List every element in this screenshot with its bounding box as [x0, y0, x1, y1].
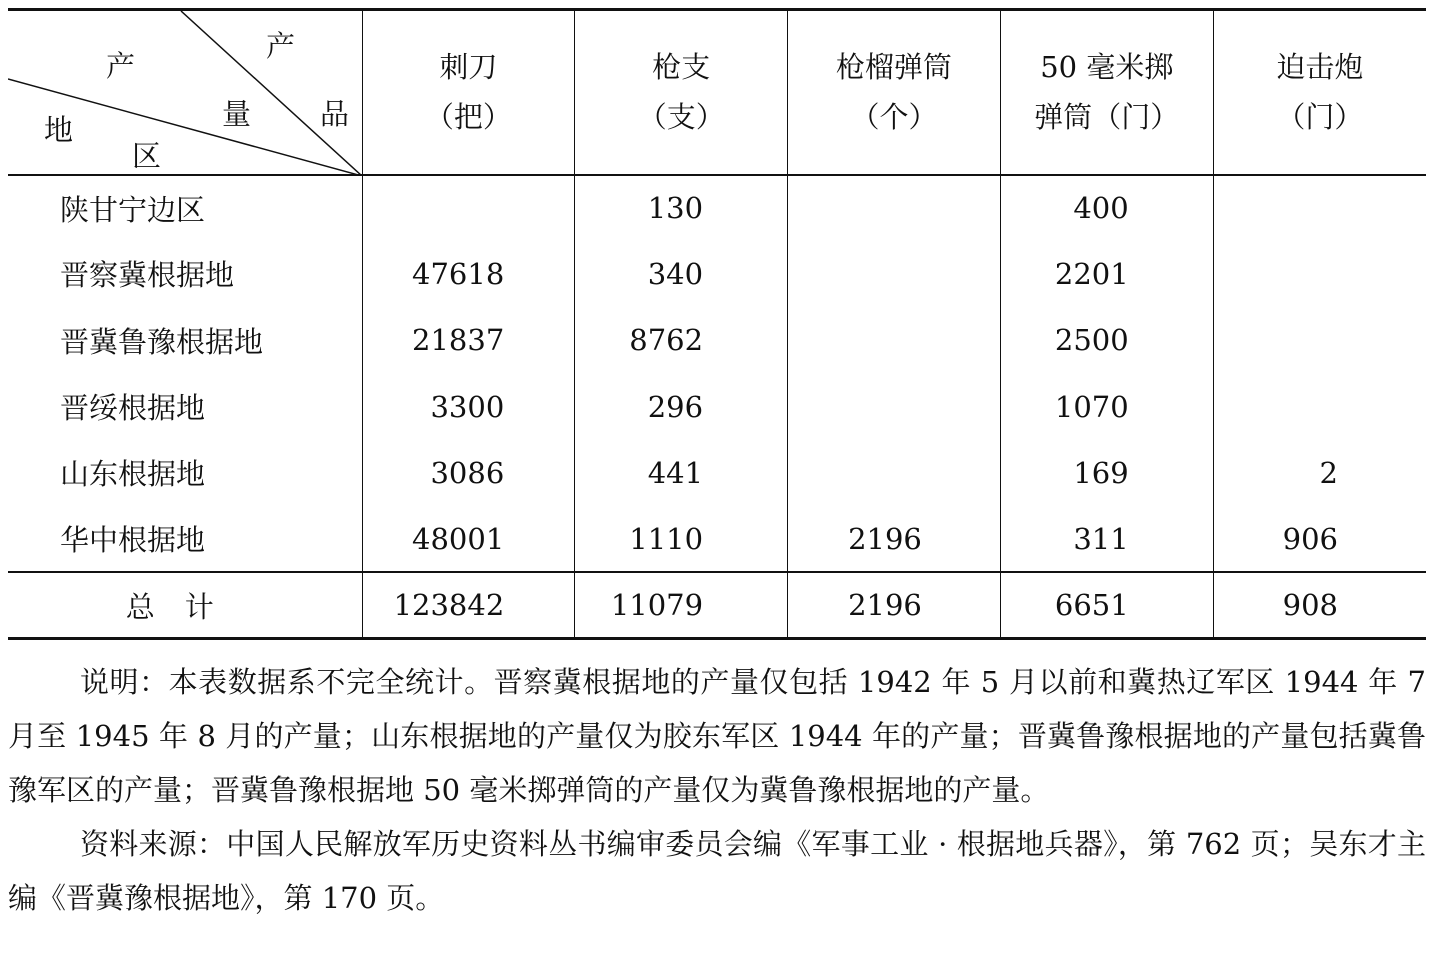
- column-name: 刺刀: [439, 50, 498, 85]
- total-value-cell: 11079: [575, 572, 788, 638]
- diagonal-header-cell: [8, 10, 362, 175]
- table-row: [8, 307, 1426, 373]
- value-cell: [362, 175, 575, 241]
- value-cell: [788, 440, 1001, 506]
- table-row: [8, 506, 1426, 572]
- region-cell: 晋绥根据地: [60, 391, 206, 426]
- total-value-cell: 6651: [1000, 572, 1213, 638]
- diagonal-lines: [8, 11, 362, 176]
- column-unit: 弹筒（门）: [1034, 100, 1180, 135]
- corner-label-region-1: 地: [44, 113, 74, 147]
- column-unit: （门）: [1276, 100, 1364, 135]
- diagonal-header: [8, 11, 362, 176]
- corner-label-quantity: 量: [222, 97, 252, 131]
- total-label: 总计: [8, 572, 362, 638]
- corner-label-product-1: 产: [106, 49, 136, 83]
- source-note: 资料来源：中国人民解放军历史资料丛书编审委员会编《军事工业 · 根据地兵器》，第 762 页；吴东才主编《晋冀豫根据地》，第 170 页。: [8, 827, 1426, 915]
- table-row: [8, 373, 1426, 439]
- total-value-cell: 123842: [362, 572, 575, 638]
- column-header-guns: [575, 10, 788, 175]
- value-cell: 2201: [1000, 241, 1213, 307]
- value-cell: 3300: [362, 373, 575, 439]
- production-table: [8, 8, 1426, 640]
- region-cell: 华中根据地: [60, 523, 206, 558]
- table-row: [8, 241, 1426, 307]
- value-cell: 21837: [362, 307, 575, 373]
- value-cell: [788, 307, 1001, 373]
- value-cell: [1213, 373, 1426, 439]
- value-cell: 296: [575, 373, 788, 439]
- value-cell: 2196: [788, 506, 1001, 572]
- column-unit: （个）: [850, 100, 938, 135]
- column-unit: （把）: [424, 100, 512, 135]
- value-cell: 441: [575, 440, 788, 506]
- total-value-cell: 2196: [788, 572, 1001, 638]
- table-notes: [8, 655, 1426, 925]
- value-cell: 311: [1000, 506, 1213, 572]
- value-cell: 8762: [575, 307, 788, 373]
- explanation-note: 说明：本表数据系不完全统计。晋察冀根据地的产量仅包括 1942 年 5 月以前和冀热辽军区 1944 年 7 月至 1945 年 8 月的产量；山东根据地的产量仅为胶东军区 1944 年的产量；晋冀鲁豫根据地的产量包括冀鲁豫军区的产量；晋冀鲁豫根据地 50 毫米掷弹筒的产量仅为冀鲁豫根据地的产量。: [8, 665, 1426, 807]
- value-cell: 48001: [362, 506, 575, 572]
- value-cell: 340: [575, 241, 788, 307]
- region-cell: 晋冀鲁豫根据地: [60, 324, 264, 359]
- column-header-mortar: [1213, 10, 1426, 175]
- value-cell: 169: [1000, 440, 1213, 506]
- region-cell: 晋察冀根据地: [60, 258, 235, 293]
- corner-label-region-2: 区: [132, 139, 162, 173]
- total-row: [8, 572, 1426, 638]
- value-cell: [1213, 307, 1426, 373]
- column-name: 枪榴弹筒: [835, 50, 952, 85]
- value-cell: 2500: [1000, 307, 1213, 373]
- column-header-bayonet: [362, 10, 575, 175]
- value-cell: [788, 175, 1001, 241]
- value-cell: [788, 373, 1001, 439]
- value-cell: 906: [1213, 506, 1426, 572]
- column-unit: （支）: [637, 100, 725, 135]
- production-table-container: [8, 8, 1426, 638]
- total-value-cell: 908: [1213, 572, 1426, 638]
- region-cell: 山东根据地: [60, 457, 206, 492]
- value-cell: 1110: [575, 506, 788, 572]
- column-name: 迫击炮: [1276, 50, 1364, 85]
- table-row: [8, 440, 1426, 506]
- value-cell: 130: [575, 175, 788, 241]
- column-name: 枪支: [652, 50, 711, 85]
- corner-label-product-2: 产: [266, 29, 296, 63]
- value-cell: 47618: [362, 241, 575, 307]
- column-name: 50 毫米掷: [1040, 50, 1174, 85]
- value-cell: 2: [1213, 440, 1426, 506]
- value-cell: 1070: [1000, 373, 1213, 439]
- column-header-50mm-launcher: [1000, 10, 1213, 175]
- table-row: [8, 175, 1426, 241]
- corner-label-item: 品: [320, 97, 350, 131]
- value-cell: [1213, 241, 1426, 307]
- value-cell: 400: [1000, 175, 1213, 241]
- table-header-row: [8, 10, 1426, 175]
- value-cell: [1213, 175, 1426, 241]
- value-cell: [788, 241, 1001, 307]
- region-cell: 陕甘宁边区: [60, 192, 206, 227]
- value-cell: 3086: [362, 440, 575, 506]
- column-header-rifle-grenade-launcher: [788, 10, 1001, 175]
